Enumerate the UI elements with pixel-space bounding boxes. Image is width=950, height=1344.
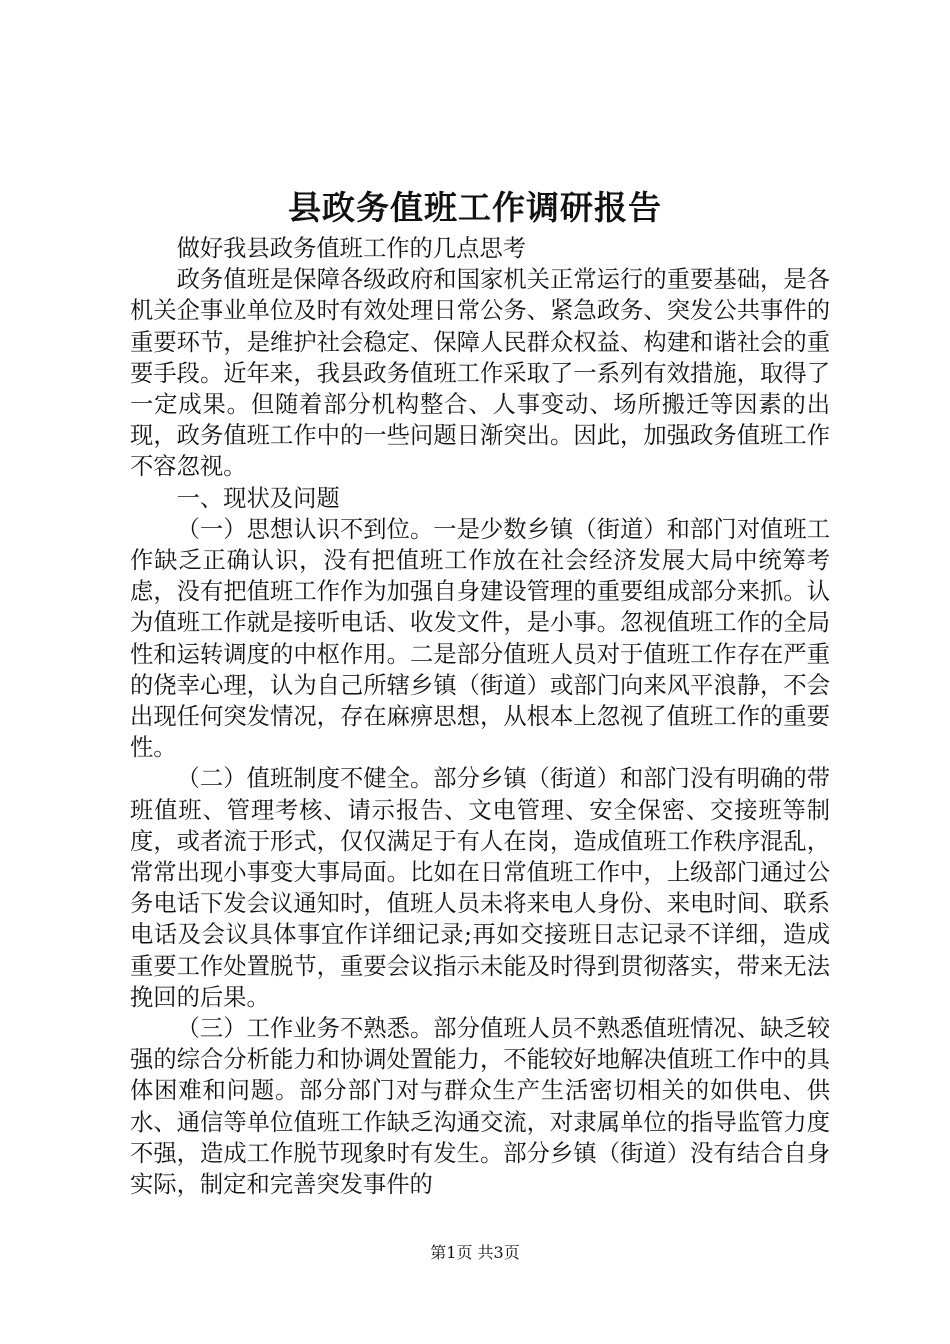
page-footer: 第1页 共3页 <box>430 1243 520 1262</box>
subtitle-paragraph: 做好我县政务值班工作的几点思考 <box>176 235 527 262</box>
section-heading: 一、现状及问题 <box>176 484 340 512</box>
body-paragraph: （一）思想认识不到位。一是少数乡镇（街道）和部门对值班工作缺乏正确认识，没有把值班工作放在社会经济发展大局中统筹考虑，没有把值班工作作为加强自身建设管理的重要组成部分来抓。认为值班工作就是接听电话、收发文件，是小事。忽视值班工作的全局性和运转调度的中枢作用。二是部分值班人员对于值班工作存在严重的侥幸心理，认为自己所辖乡镇（街道）或部门向来风平浪静，不会出现任何突发情况，存在麻痹思想，从根本上忽视了值班工作的重要性。 <box>130 515 830 762</box>
document-body <box>130 233 830 1200</box>
document-title: 县政务值班工作调研报告 <box>288 188 662 227</box>
intro-paragraph: 政务值班是保障各级政府和国家机关正常运行的重要基础，是各机关企事业单位及时有效处理日常公务、紧急政务、突发公共事件的重要环节，是维护社会稳定、保障人民群众权益、构建和谐社会的重要手段。近年来，我县政务值班工作采取了一系列有效措施，取得了一定成果。但随着部分机构整合、人事变动、场所搬迁等因素的出现，政务值班工作中的一些问题日渐突出。因此，加强政务值班工作不容忽视。 <box>130 266 830 481</box>
body-paragraph: （二）值班制度不健全。部分乡镇（街道）和部门没有明确的带班值班、管理考核、请示报告、文电管理、安全保密、交接班等制度，或者流于形式，仅仅满足于有人在岗，造成值班工作秩序混乱，常常出现小事变大事局面。比如在日常值班工作中，上级部门通过公务电话下发会议通知时，值班人员未将来电人身份、来电时间、联系电话及会议具体事宜作详细记录;再如交接班日志记录不详细，造成重要工作处置脱节，重要会议指示未能及时得到贯彻落实，带来无法挽回的后果。 <box>130 765 830 1011</box>
body-paragraph: （三）工作业务不熟悉。部分值班人员不熟悉值班情况、缺乏较强的综合分析能力和协调处置能力，不能较好地解决值班工作中的具体困难和问题。部分部门对与群众生产生活密切相关的如供电、供水、通信等单位值班工作缺乏沟通交流，对隶属单位的指导监管力度不强，造成工作脱节现象时有发生。部分乡镇（街道）没有结合自身实际，制定和完善突发事件的 <box>130 1015 830 1199</box>
